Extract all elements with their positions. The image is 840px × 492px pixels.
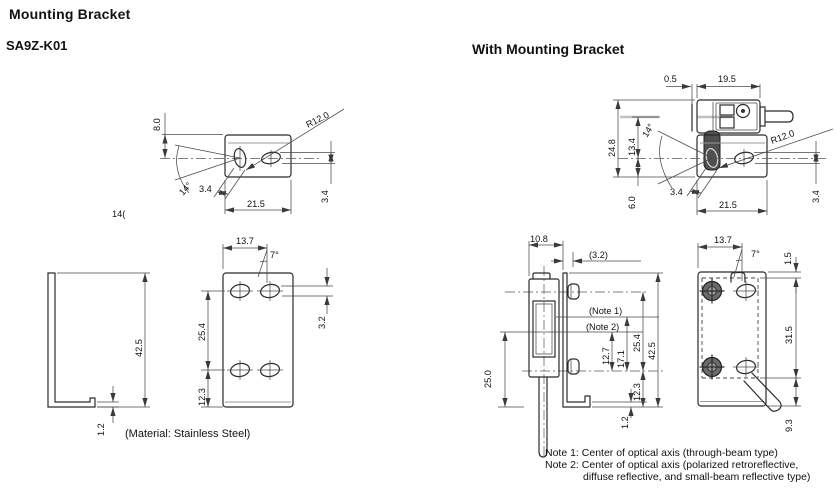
dim-19-5: 19.5: [718, 74, 736, 84]
dim-10-8: 10.8: [530, 234, 548, 244]
dim-9-3: 9.3: [784, 419, 794, 432]
dim-14deg-a: 14°: [177, 180, 194, 198]
dim-8-0: 8.0: [152, 118, 162, 131]
dim-1-5: 1.5: [783, 252, 793, 265]
dim-0-5: 0.5: [664, 74, 677, 84]
dim-12-3-c: 12.3: [197, 388, 207, 406]
note1-ref: (Note 1): [589, 306, 623, 316]
cable-side: [539, 377, 547, 457]
dim-3-2-ref: (3.2): [589, 250, 608, 260]
note-1-text: Note 1: Center of optical axis (through-beam type): [545, 447, 778, 459]
dim-13-7-f: 13.7: [714, 235, 732, 245]
dim-r12-a: R12.0: [304, 109, 331, 130]
dim-25-4-c: 25.4: [197, 323, 207, 341]
dim-17-1: 17.1: [616, 350, 626, 368]
bracket-front-view: [197, 236, 333, 407]
dim-31-5: 31.5: [784, 326, 794, 344]
dim-13-7-c: 13.7: [236, 236, 254, 246]
slot-left: [233, 146, 248, 171]
mounting-screw-top: [700, 279, 724, 303]
dim-3-4-edge-a: 3.4: [320, 190, 330, 203]
dim-7deg-c: 7°: [270, 250, 279, 260]
assembly-front-view: [698, 235, 801, 432]
dim-3-2-c: 3.2: [317, 316, 327, 329]
dim-24-8: 24.8: [607, 139, 617, 157]
dim-25-4-e: 25.4: [632, 334, 642, 352]
dim-42-5-e: 42.5: [647, 342, 657, 360]
dim-42-5-b: 42.5: [134, 339, 144, 357]
dim-13-4: 13.4: [627, 138, 637, 156]
bracket-side-on: [563, 273, 590, 407]
dim-21-5-d: 21.5: [719, 200, 737, 210]
assembly-top-view: [607, 74, 833, 215]
slot-right-d: [734, 149, 755, 167]
bracket-top-view: [112, 109, 344, 219]
dim-1-2-b: 1.2: [96, 423, 106, 436]
dim-14deg-d: 14°: [640, 121, 657, 140]
dim-3-4-slot-d: 3.4: [670, 187, 683, 197]
adjuster-screw-dot: [741, 109, 745, 113]
material-note: (Material: Stainless Steel): [125, 428, 251, 440]
dim-7deg-f: 7°: [751, 249, 760, 259]
section-title: Mounting Bracket: [9, 6, 131, 22]
dim-6-0: 6.0: [627, 196, 637, 209]
dim-r12-d: R12.0: [769, 128, 796, 146]
dim-12-7: 12.7: [601, 347, 611, 365]
assembly-title: With Mounting Bracket: [472, 41, 625, 57]
dim-25-0: 25.0: [483, 370, 493, 388]
dim-21-5-a: 21.5: [247, 199, 265, 209]
dim-3-4-edge-d: 3.4: [811, 190, 821, 203]
bracket-side-view: [48, 273, 150, 436]
note2-ref: (Note 2): [586, 322, 620, 332]
stray-label-14: 14(: [112, 209, 126, 219]
assembly-side-view: [483, 234, 665, 459]
sensor-top-tab: [731, 273, 745, 283]
dim-12-3-e: 12.3: [632, 383, 642, 401]
cable-top: [765, 111, 793, 122]
dim-3-4-slot-a: 3.4: [199, 184, 212, 194]
mounting-screw-bottom: [700, 355, 724, 379]
note-2-text-line2: diffuse reflective, and small-beam reflective type): [583, 471, 811, 483]
free-slots: [733, 281, 759, 377]
model-number: SA9Z-K01: [6, 38, 68, 53]
footnotes: [545, 447, 810, 483]
front-slots: [227, 281, 283, 380]
note-2-text-line1: Note 2: Center of optical axis (polarized retroreflective,: [545, 459, 799, 471]
dim-1-2-e: 1.2: [620, 416, 630, 429]
